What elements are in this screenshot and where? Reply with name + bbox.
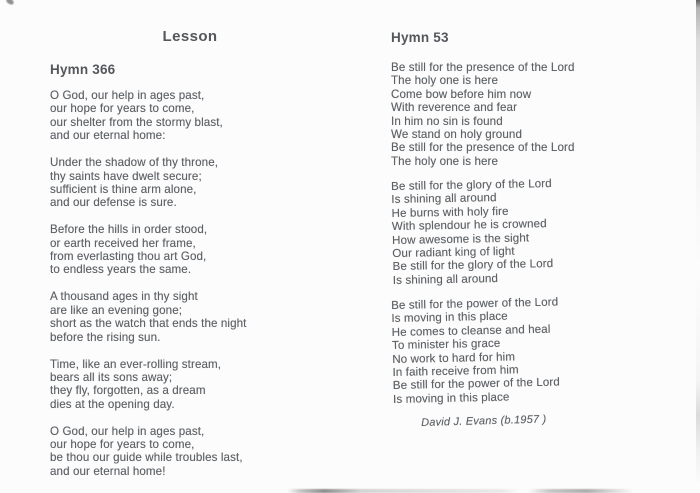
verse-line: Be still for the power of the Lord <box>391 295 559 312</box>
hymn-53-verses <box>391 61 691 406</box>
verse-line: How awesome is the sight <box>391 230 530 247</box>
verse-line: We stand on holy ground <box>391 128 522 142</box>
verse-line: our hope for years to come, <box>50 438 195 452</box>
hymn-53-title: Hymn 53 <box>391 30 449 45</box>
verse-line: A thousand ages in thy sight <box>50 290 198 304</box>
verse-line: With splendour he is crowned <box>391 217 547 233</box>
verse-line: Be still for the power of the Lord <box>392 375 561 392</box>
verse-line: and our eternal home! <box>50 464 166 478</box>
verse-line: Is shining all around <box>392 271 499 287</box>
verse-line: Is shining all around <box>391 191 497 207</box>
verse-line: Our radiant king of light <box>392 244 515 260</box>
verse-line: thy saints have dwelt secure; <box>50 169 202 183</box>
author-attribution: David J. Evans (b.1957 ) <box>421 413 547 430</box>
verse-line: Before the hills in order stood, <box>50 223 208 237</box>
verse-line: before the rising sun. <box>50 330 161 344</box>
right-column <box>391 31 691 429</box>
verse-line: Time, like an ever-rolling stream, <box>50 357 222 371</box>
verse <box>50 358 342 412</box>
verse <box>50 156 342 210</box>
verse <box>50 223 342 277</box>
left-column <box>50 29 342 492</box>
verse-line: He burns with holy fire <box>391 204 509 220</box>
verse-line: be thou our guide while troubles last, <box>50 451 243 465</box>
verse <box>391 61 691 168</box>
verse-line: dies at the opening day. <box>50 397 175 411</box>
verse-line: O God, our help in ages past, <box>50 424 205 438</box>
verse <box>391 292 693 406</box>
verse-line: Be still for the presence of the Lord <box>391 61 575 74</box>
verse-line: are like an evening gone; <box>50 303 183 317</box>
corner-mark <box>5 0 14 6</box>
verse-line: With reverence and fear <box>391 101 518 115</box>
verse-line: and our eternal home: <box>50 129 166 143</box>
hymn-366-title: Hymn 366 <box>50 62 116 77</box>
verse-line: short as the watch that ends the night <box>50 317 247 331</box>
verse-line: bears all its sons away; <box>50 370 173 384</box>
hymn-366-verses <box>50 89 342 478</box>
verse-line: The holy one is here <box>391 74 499 88</box>
verse <box>50 425 342 479</box>
verse-line: sufficient is thine arm alone, <box>50 182 197 196</box>
verse <box>50 89 342 143</box>
verse-line: Be still for the glory of the Lord <box>392 257 554 274</box>
page-edge-shadow <box>696 0 700 493</box>
verse-line: To minister his grace <box>391 336 501 352</box>
verse-line: Is moving in this place <box>392 389 510 406</box>
verse <box>50 290 342 344</box>
verse <box>391 174 693 287</box>
verse-line: our shelter from the stormy blast, <box>50 115 223 129</box>
lesson-heading: Lesson <box>162 28 218 45</box>
verse-line: Is moving in this place <box>391 309 508 325</box>
verse-line: No work to hard for him <box>392 349 516 366</box>
verse-line: The holy one is here <box>391 154 499 168</box>
verse-line: they fly, forgotten, as a dream <box>50 384 206 398</box>
verse-line: Under the shadow of thy throne, <box>50 156 219 170</box>
verse-line: In him no sin is found <box>391 114 503 128</box>
verse-line: Be still for the glory of the Lord <box>391 176 552 193</box>
verse-line: He comes to cleanse and heal <box>391 321 551 339</box>
verse-line: In faith receive from him <box>392 362 519 379</box>
verse-line: our hope for years to come, <box>50 102 195 116</box>
verse-line: O God, our help in ages past, <box>50 89 205 102</box>
verse-line: from everlasting thou art God, <box>50 250 207 264</box>
scan-smudge-left <box>287 489 519 493</box>
verse-line: Come bow before him now <box>391 87 532 101</box>
verse-line: to endless years the same. <box>50 263 192 277</box>
scan-smudge-right <box>528 489 634 493</box>
verse-line: Be still for the presence of the Lord <box>391 141 575 155</box>
verse-line: and our defense is sure. <box>50 196 177 210</box>
verse-line: or earth received her frame, <box>50 236 196 250</box>
